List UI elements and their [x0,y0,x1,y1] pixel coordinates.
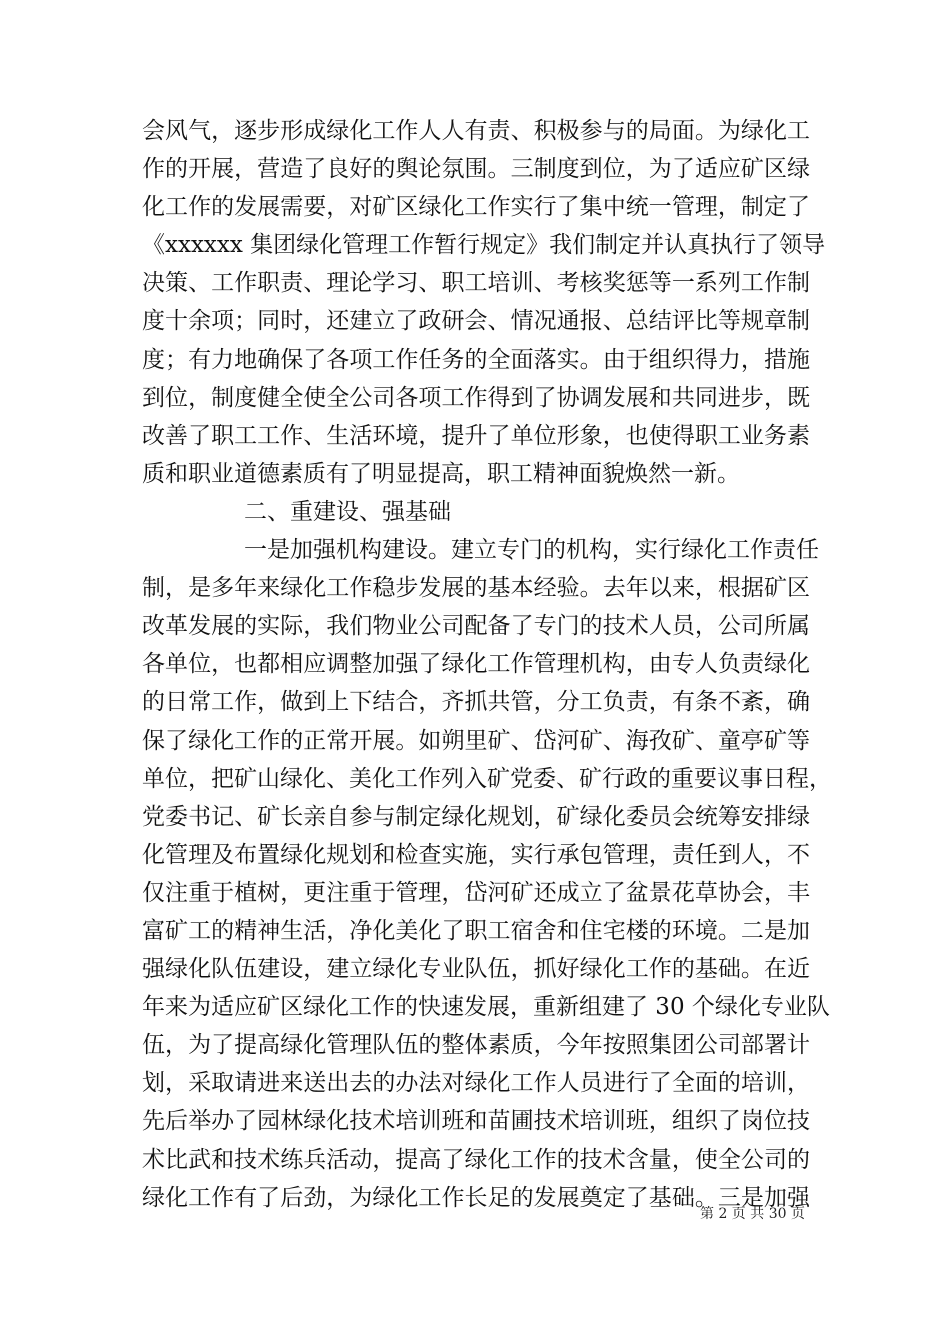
text-line: 各单位，也都相应调整加强了绿化工作管理机构，由专人负责绿化 [142,651,810,678]
text-line: 先后举办了园林绿化技术培训班和苗圃技术培训班，组织了岗位技 [142,1108,810,1135]
text-line: 化工作的发展需要，对矿区绿化工作实行了集中统一管理，制定了 [142,194,810,221]
text-line: 决策、工作职责、理论学习、职工培训、考核奖惩等一系列工作制 [142,270,810,297]
text-line: 化管理及布置绿化规划和检查实施，实行承包管理，责任到人，不 [142,841,810,868]
text-line: 强绿化队伍建设，建立绿化专业队伍，抓好绿化工作的基础。在近 [142,956,810,983]
text-line: 术比武和技术练兵活动，提高了绿化工作的技术含量，使全公司的 [142,1146,810,1173]
text-line: 改善了职工工作、生活环境，提升了单位形象，也使得职工业务素 [142,422,810,449]
text-line: 单位，把矿山绿化、美化工作列入矿党委、矿行政的重要议事日程， [142,765,832,792]
text-line: 会风气，逐步形成绿化工作人人有责、积极参与的局面。为绿化工 [142,118,810,144]
text-line: 绿化工作有了后劲，为绿化工作长足的发展奠定了基础。三是加强 [142,1184,810,1211]
text-line: 度十余项；同时，还建立了政研会、情况通报、总结评比等规章制 [142,308,810,335]
body-text [142,112,832,1217]
page-number-footer: 第 2 页 共 30 页 [700,1206,805,1222]
text-line: 保了绿化工作的正常开展。如朔里矿、岱河矿、海孜矿、童亭矿等 [142,727,810,754]
text-line: 《xxxxxx 集团绿化管理工作暂行规定》我们制定并认真执行了领导 [142,232,826,259]
text-line: 仅注重于植树，更注重于管理，岱河矿还成立了盆景花草协会，丰 [142,879,810,906]
text-line: 质和职业道德素质有了明显提高，职工精神面貌焕然一新。 [142,460,740,487]
text-line: 到位，制度健全使全公司各项工作得到了协调发展和共同进步，既 [142,384,810,411]
text-line: 的日常工作，做到上下结合，齐抓共管，分工负责，有条不紊，确 [142,689,810,716]
text-line: 伍，为了提高绿化管理队伍的整体素质，今年按照集团公司部署计 [142,1032,810,1059]
text-line: 一是加强机构建设。建立专门的机构，实行绿化工作责任 [244,537,819,564]
text-line: 年来为适应矿区绿化工作的快速发展，重新组建了 30 个绿化专业队 [142,994,830,1021]
text-line: 党委书记、矿长亲自参与制定绿化规划，矿绿化委员会统筹安排绿 [142,803,810,830]
text-line: 富矿工的精神生活，净化美化了职工宿舍和住宅楼的环境。二是加 [142,917,810,944]
text-line: 划，采取请进来送出去的办法对绿化工作人员进行了全面的培训， [142,1070,810,1097]
text-line: 作的开展，营造了良好的舆论氛围。三制度到位，为了适应矿区绿 [142,156,810,183]
text-line: 度；有力地确保了各项工作任务的全面落实。由于组织得力，措施 [142,346,810,373]
text-line: 二、重建设、强基础 [244,498,451,525]
text-line: 改革发展的实际，我们物业公司配备了专门的技术人员，公司所属 [142,613,810,640]
text-line: 制，是多年来绿化工作稳步发展的基本经验。去年以来，根据矿区 [142,575,810,602]
